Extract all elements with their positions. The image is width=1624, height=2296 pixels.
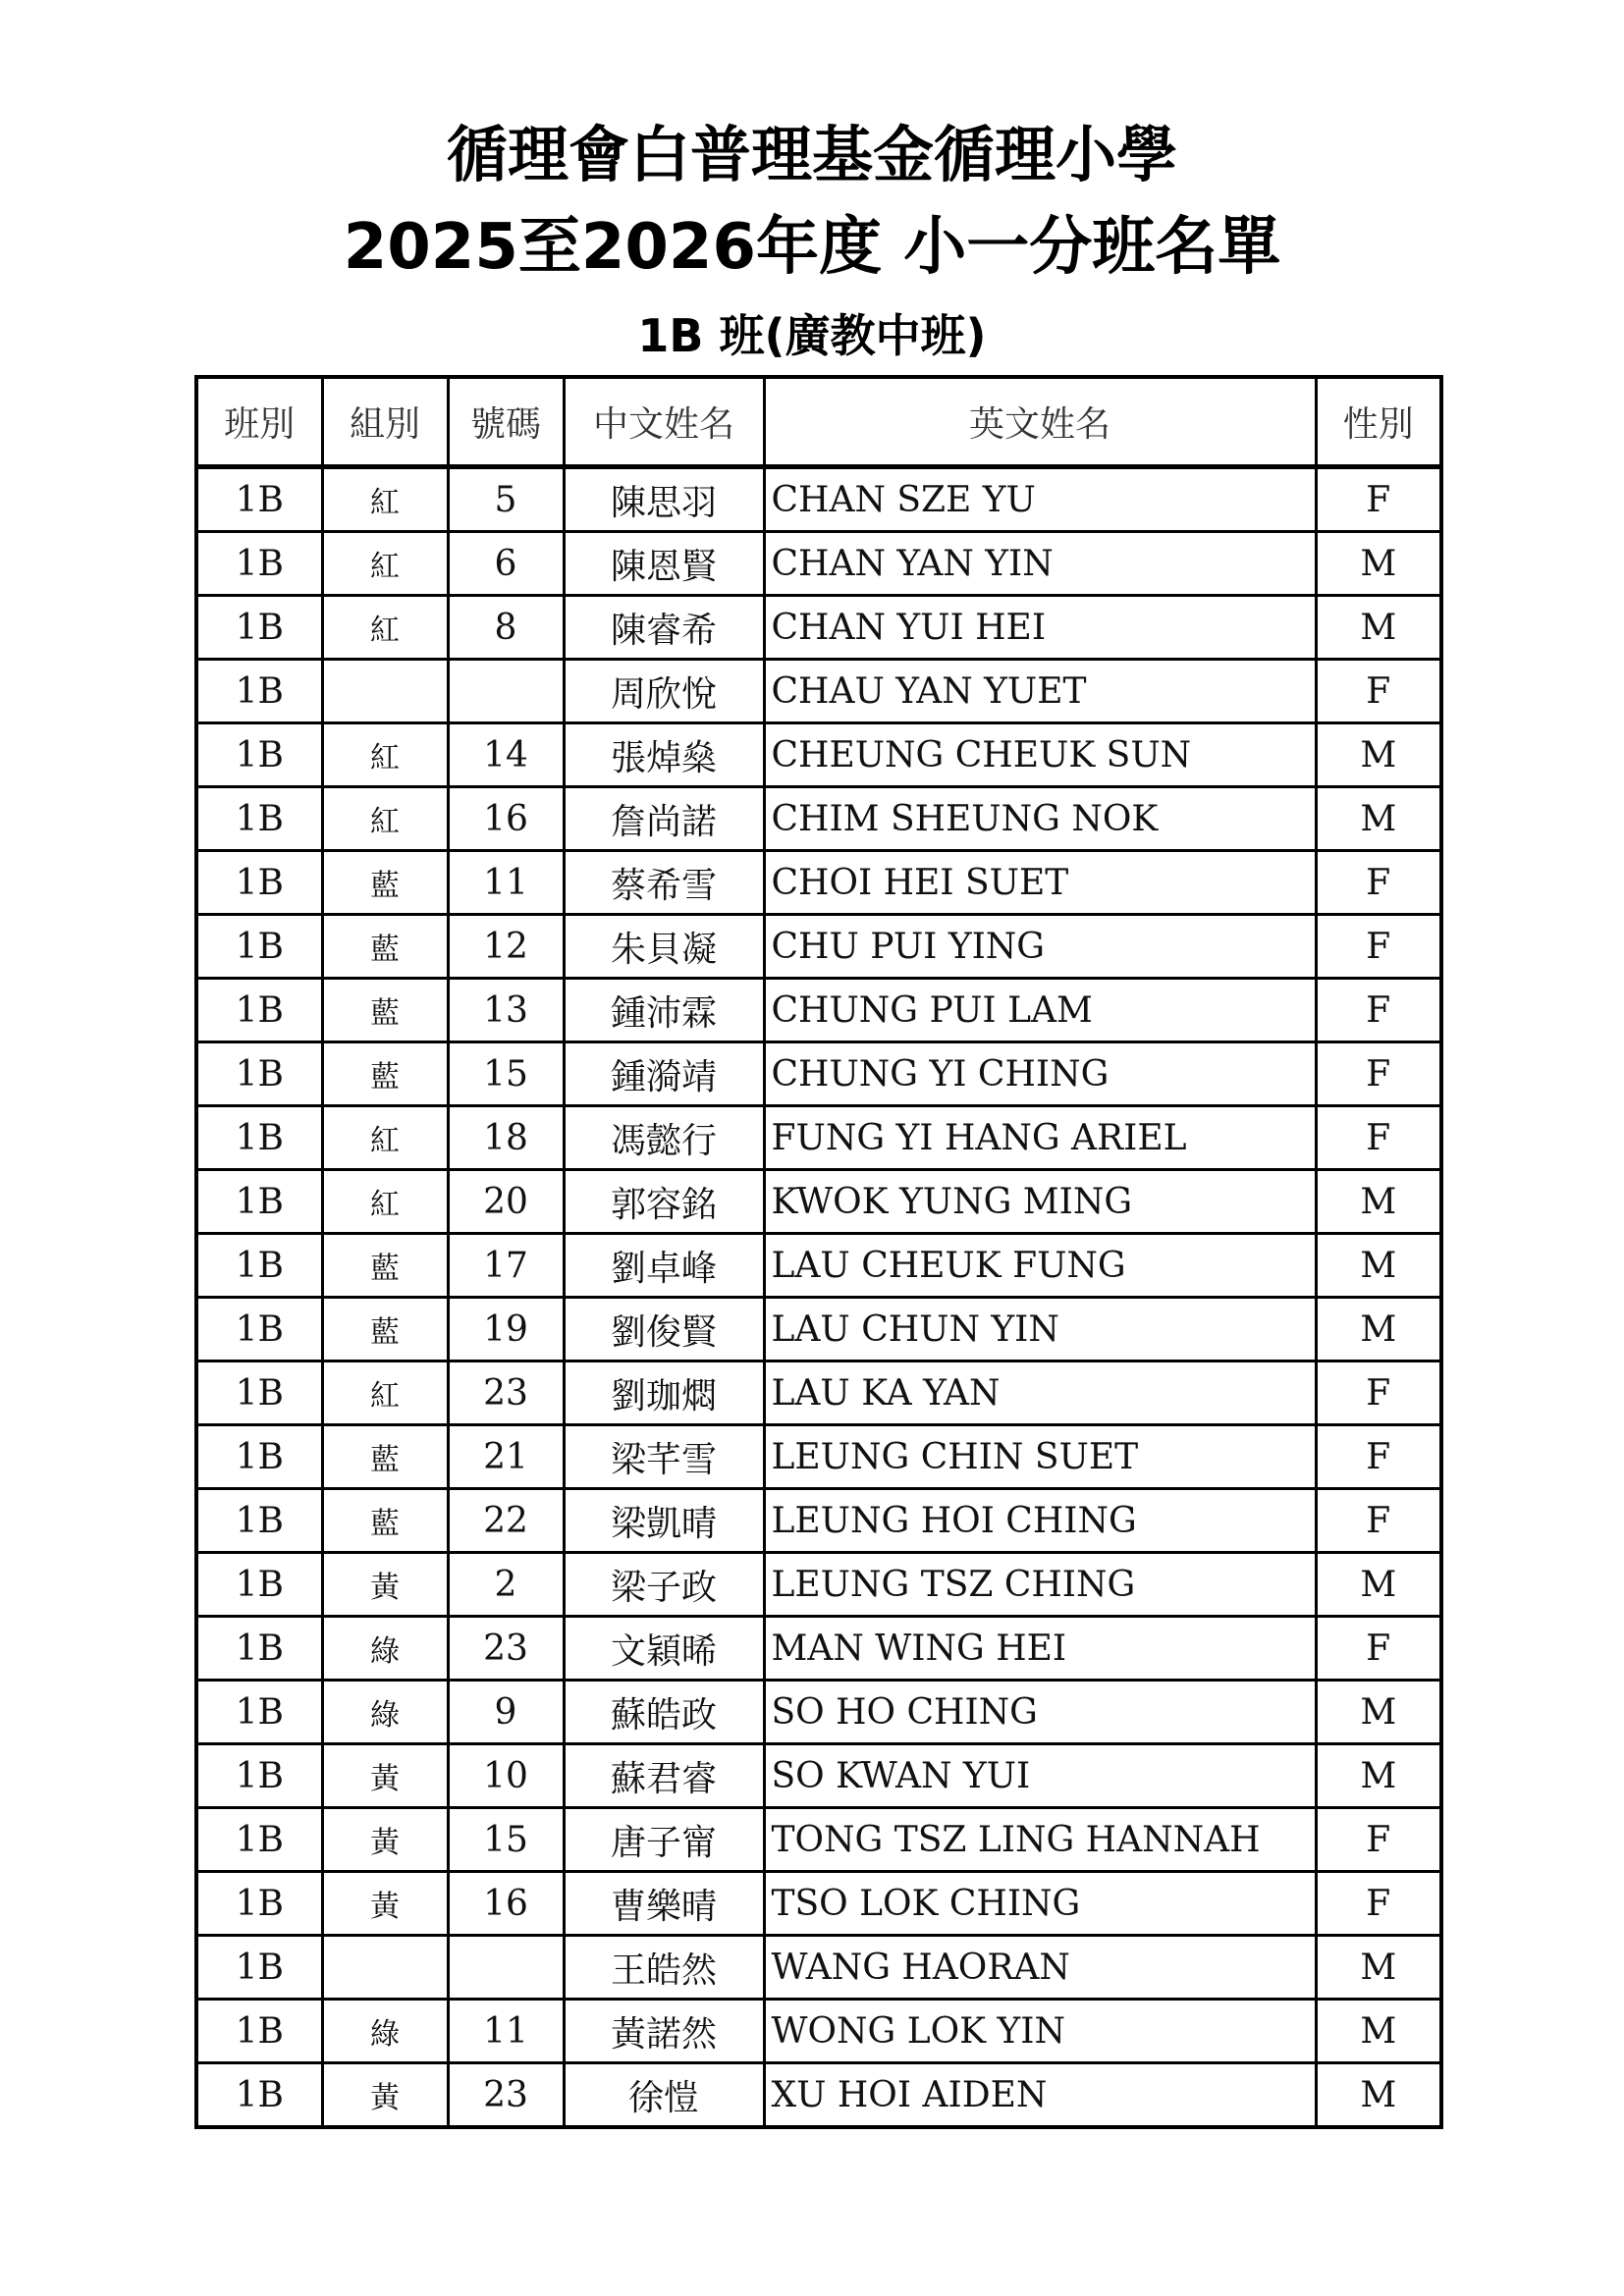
table-body: [196, 467, 1441, 2128]
cell-class: 1B: [196, 660, 322, 723]
cell-number: 11: [448, 2000, 564, 2063]
cell-gender: M: [1316, 1298, 1441, 1362]
cell-gender: F: [1316, 467, 1441, 532]
cell-number: 10: [448, 1744, 564, 1808]
cell-group: 紅: [322, 532, 448, 596]
cell-gender: F: [1316, 1042, 1441, 1106]
cell-class: 1B: [196, 915, 322, 979]
cell-class: 1B: [196, 1298, 322, 1362]
cell-group: 紅: [322, 1106, 448, 1170]
cell-class: 1B: [196, 787, 322, 851]
cell-gender: M: [1316, 723, 1441, 787]
cell-gender: M: [1316, 1170, 1441, 1234]
cell-class: 1B: [196, 1362, 322, 1425]
cell-class: 1B: [196, 532, 322, 596]
cell-chinese-name: 梁芊雪: [564, 1425, 764, 1489]
cell-gender: F: [1316, 1425, 1441, 1489]
cell-class: 1B: [196, 979, 322, 1042]
cell-chinese-name: 蘇君睿: [564, 1744, 764, 1808]
cell-group: 藍: [322, 1042, 448, 1106]
cell-gender: M: [1316, 1936, 1441, 2000]
cell-group: 黃: [322, 2063, 448, 2128]
cell-number: 23: [448, 1362, 564, 1425]
cell-chinese-name: 劉卓峰: [564, 1234, 764, 1298]
cell-english-name: TSO LOK CHING: [764, 1872, 1316, 1936]
cell-group: 紅: [322, 467, 448, 532]
cell-group: 紅: [322, 787, 448, 851]
table-row: [196, 1362, 1441, 1425]
cell-number: 16: [448, 1872, 564, 1936]
cell-english-name: LEUNG CHIN SUET: [764, 1425, 1316, 1489]
cell-english-name: MAN WING HEI: [764, 1617, 1316, 1681]
cell-chinese-name: 蘇皓政: [564, 1681, 764, 1744]
cell-group: 紅: [322, 1362, 448, 1425]
column-header-chinese-name: 中文姓名: [564, 377, 764, 467]
cell-class: 1B: [196, 1681, 322, 1744]
cell-gender: F: [1316, 979, 1441, 1042]
table-row: [196, 1553, 1441, 1617]
cell-gender: M: [1316, 1553, 1441, 1617]
cell-number: [448, 660, 564, 723]
cell-gender: M: [1316, 1681, 1441, 1744]
cell-gender: F: [1316, 1362, 1441, 1425]
cell-number: 23: [448, 1617, 564, 1681]
column-header-number: 號碼: [448, 377, 564, 467]
cell-english-name: LEUNG TSZ CHING: [764, 1553, 1316, 1617]
table-row: [196, 1425, 1441, 1489]
table-row: [196, 787, 1441, 851]
table-row: [196, 2000, 1441, 2063]
cell-gender: F: [1316, 660, 1441, 723]
cell-english-name: CHAU YAN YUET: [764, 660, 1316, 723]
cell-class: 1B: [196, 851, 322, 915]
cell-chinese-name: 陳思羽: [564, 467, 764, 532]
table-row: [196, 1234, 1441, 1298]
cell-number: 9: [448, 1681, 564, 1744]
cell-number: [448, 1936, 564, 2000]
table-row: [196, 1298, 1441, 1362]
cell-group: 綠: [322, 2000, 448, 2063]
cell-number: 18: [448, 1106, 564, 1170]
cell-number: 2: [448, 1553, 564, 1617]
column-header-class: 班別: [196, 377, 322, 467]
cell-number: 15: [448, 1042, 564, 1106]
cell-chinese-name: 馮懿行: [564, 1106, 764, 1170]
cell-group: 黃: [322, 1744, 448, 1808]
cell-class: 1B: [196, 1936, 322, 2000]
cell-gender: M: [1316, 2063, 1441, 2128]
cell-english-name: KWOK YUNG MING: [764, 1170, 1316, 1234]
cell-group: 藍: [322, 1425, 448, 1489]
class-roster-table: [194, 375, 1443, 2129]
table-row: [196, 1489, 1441, 1553]
cell-chinese-name: 鍾漪靖: [564, 1042, 764, 1106]
cell-chinese-name: 郭容銘: [564, 1170, 764, 1234]
cell-number: 5: [448, 467, 564, 532]
cell-chinese-name: 周欣悅: [564, 660, 764, 723]
table-row: [196, 1936, 1441, 2000]
cell-english-name: CHOI HEI SUET: [764, 851, 1316, 915]
cell-english-name: SO KWAN YUI: [764, 1744, 1316, 1808]
cell-english-name: CHUNG YI CHING: [764, 1042, 1316, 1106]
cell-chinese-name: 文穎晞: [564, 1617, 764, 1681]
cell-chinese-name: 梁凱晴: [564, 1489, 764, 1553]
school-title: 循理會白普理基金循理小學: [446, 119, 1177, 190]
cell-gender: F: [1316, 1489, 1441, 1553]
table-row: [196, 1042, 1441, 1106]
cell-gender: M: [1316, 2000, 1441, 2063]
cell-chinese-name: 朱貝凝: [564, 915, 764, 979]
cell-class: 1B: [196, 1808, 322, 1872]
cell-number: 15: [448, 1808, 564, 1872]
cell-gender: M: [1316, 596, 1441, 660]
cell-number: 11: [448, 851, 564, 915]
cell-class: 1B: [196, 1744, 322, 1808]
cell-number: 12: [448, 915, 564, 979]
cell-group: 藍: [322, 851, 448, 915]
cell-group: 黃: [322, 1553, 448, 1617]
table-row: [196, 467, 1441, 532]
cell-chinese-name: 張焯燊: [564, 723, 764, 787]
cell-english-name: FUNG YI HANG ARIEL: [764, 1106, 1316, 1170]
cell-class: 1B: [196, 1425, 322, 1489]
cell-chinese-name: 詹尚諾: [564, 787, 764, 851]
cell-english-name: CHEUNG CHEUK SUN: [764, 723, 1316, 787]
cell-gender: F: [1316, 1106, 1441, 1170]
table-row: [196, 979, 1441, 1042]
cell-class: 1B: [196, 2000, 322, 2063]
cell-class: 1B: [196, 723, 322, 787]
table-row: [196, 1808, 1441, 1872]
cell-english-name: WANG HAORAN: [764, 1936, 1316, 2000]
cell-english-name: XU HOI AIDEN: [764, 2063, 1316, 2128]
table-row: [196, 723, 1441, 787]
cell-chinese-name: 徐愷: [564, 2063, 764, 2128]
cell-english-name: CHAN YUI HEI: [764, 596, 1316, 660]
cell-chinese-name: 唐子甯: [564, 1808, 764, 1872]
document-title: 2025至2026年度 小一分班名單: [343, 211, 1281, 284]
cell-english-name: SO HO CHING: [764, 1681, 1316, 1744]
cell-english-name: TONG TSZ LING HANNAH: [764, 1808, 1316, 1872]
cell-number: 8: [448, 596, 564, 660]
cell-chinese-name: 曹樂晴: [564, 1872, 764, 1936]
cell-number: 17: [448, 1234, 564, 1298]
cell-chinese-name: 陳恩賢: [564, 532, 764, 596]
cell-chinese-name: 蔡希雪: [564, 851, 764, 915]
cell-class: 1B: [196, 596, 322, 660]
cell-class: 1B: [196, 1042, 322, 1106]
cell-chinese-name: 鍾沛霖: [564, 979, 764, 1042]
cell-number: 21: [448, 1425, 564, 1489]
cell-gender: F: [1316, 1617, 1441, 1681]
cell-english-name: WONG LOK YIN: [764, 2000, 1316, 2063]
cell-group: [322, 660, 448, 723]
cell-class: 1B: [196, 2063, 322, 2128]
cell-group: [322, 1936, 448, 2000]
table-row: [196, 1872, 1441, 1936]
cell-group: 藍: [322, 1298, 448, 1362]
cell-chinese-name: 王皓然: [564, 1936, 764, 2000]
cell-class: 1B: [196, 1553, 322, 1617]
column-header-group: 組別: [322, 377, 448, 467]
table-row: [196, 1744, 1441, 1808]
cell-english-name: CHU PUI YING: [764, 915, 1316, 979]
table-row: [196, 1106, 1441, 1170]
cell-number: 23: [448, 2063, 564, 2128]
cell-class: 1B: [196, 1617, 322, 1681]
cell-group: 紅: [322, 723, 448, 787]
cell-group: 藍: [322, 1489, 448, 1553]
cell-english-name: CHIM SHEUNG NOK: [764, 787, 1316, 851]
cell-class: 1B: [196, 1170, 322, 1234]
cell-chinese-name: 陳睿希: [564, 596, 764, 660]
cell-chinese-name: 黃諾然: [564, 2000, 764, 2063]
cell-number: 16: [448, 787, 564, 851]
cell-class: 1B: [196, 467, 322, 532]
cell-chinese-name: 劉珈燜: [564, 1362, 764, 1425]
cell-gender: M: [1316, 787, 1441, 851]
cell-class: 1B: [196, 1106, 322, 1170]
cell-group: 紅: [322, 596, 448, 660]
cell-number: 19: [448, 1298, 564, 1362]
cell-english-name: LAU CHUN YIN: [764, 1298, 1316, 1362]
table-row: [196, 596, 1441, 660]
cell-gender: F: [1316, 851, 1441, 915]
class-title: 1B 班(廣教中班): [637, 309, 987, 362]
cell-english-name: CHUNG PUI LAM: [764, 979, 1316, 1042]
cell-number: 6: [448, 532, 564, 596]
table-row: [196, 1170, 1441, 1234]
cell-english-name: LAU CHEUK FUNG: [764, 1234, 1316, 1298]
column-header-gender: 性別: [1316, 377, 1441, 467]
cell-gender: M: [1316, 532, 1441, 596]
table-row: [196, 660, 1441, 723]
cell-english-name: LEUNG HOI CHING: [764, 1489, 1316, 1553]
table-row: [196, 915, 1441, 979]
column-header-english-name: 英文姓名: [764, 377, 1316, 467]
table-row: [196, 2063, 1441, 2128]
table-row: [196, 532, 1441, 596]
cell-group: 綠: [322, 1617, 448, 1681]
cell-english-name: LAU KA YAN: [764, 1362, 1316, 1425]
cell-group: 黃: [322, 1808, 448, 1872]
table-row: [196, 1681, 1441, 1744]
cell-group: 黃: [322, 1872, 448, 1936]
cell-gender: M: [1316, 1744, 1441, 1808]
cell-number: 14: [448, 723, 564, 787]
cell-gender: F: [1316, 1872, 1441, 1936]
cell-gender: M: [1316, 1234, 1441, 1298]
cell-chinese-name: 梁子政: [564, 1553, 764, 1617]
cell-group: 藍: [322, 915, 448, 979]
cell-group: 綠: [322, 1681, 448, 1744]
cell-gender: F: [1316, 1808, 1441, 1872]
cell-number: 22: [448, 1489, 564, 1553]
cell-chinese-name: 劉俊賢: [564, 1298, 764, 1362]
table-row: [196, 1617, 1441, 1681]
cell-class: 1B: [196, 1489, 322, 1553]
table-row: [196, 851, 1441, 915]
cell-class: 1B: [196, 1234, 322, 1298]
cell-group: 紅: [322, 1170, 448, 1234]
cell-gender: F: [1316, 915, 1441, 979]
cell-class: 1B: [196, 1872, 322, 1936]
cell-number: 20: [448, 1170, 564, 1234]
cell-group: 藍: [322, 979, 448, 1042]
cell-english-name: CHAN SZE YU: [764, 467, 1316, 532]
cell-group: 藍: [322, 1234, 448, 1298]
table-header-row: [196, 377, 1441, 467]
cell-english-name: CHAN YAN YIN: [764, 532, 1316, 596]
cell-number: 13: [448, 979, 564, 1042]
